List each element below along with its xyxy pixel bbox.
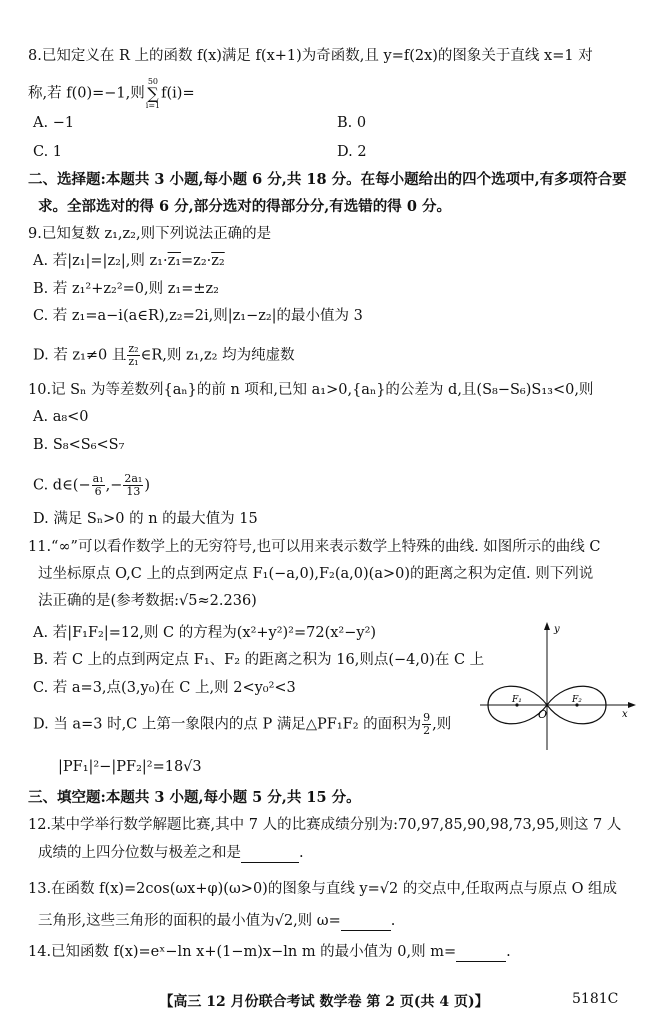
q13-answer-blank — [341, 912, 391, 931]
q9-d-text-1: D. 若 z₁≠0 且 — [33, 347, 127, 364]
q10-c-text-2: ,− — [105, 477, 123, 494]
q12-stem-line2: 成绩的上四分位数与极差之和是 . — [38, 845, 304, 861]
q13-stem-line1: 13.在函数 f(x)=2cos(ωx+φ)(ω>0)的图象与直线 y=√2 的交点中,任取两点与原点 O 组成 — [28, 881, 618, 897]
exam-code: 5181C — [572, 991, 619, 1007]
q10-option-a: A. a₈<0 — [33, 409, 89, 425]
q11-stem-line3: 法正确的是(参考数据:√5≈2.236) — [38, 593, 257, 609]
q12-text: 成绩的上四分位数与极差之和是 — [38, 845, 241, 861]
q12-stem-line1: 12.某中学举行数学解题比赛,其中 7 人的比赛成绩分别为:70,97,85,90,98,73,95,则这 7 人 — [28, 817, 622, 833]
q11-option-d-line2: |PF₁|²−|PF₂|²=18√3 — [58, 759, 202, 775]
q13-text: 三角形,这些三角形的面积的最小值为√2,则 ω= — [38, 913, 341, 929]
page-footer: 【高三 12 月份联合考试 数学卷 第 2 页(共 4 页)】 — [159, 994, 489, 1010]
q10-c-text-3: ) — [144, 477, 150, 494]
q9-d-text-2: ∈R,则 z₁,z₂ 均为纯虚数 — [140, 347, 295, 364]
q11-d-text-1: D. 当 a=3 时,C 上第一象限内的点 P 满足△PF₁F₂ 的面积为 — [33, 716, 422, 733]
q8-option-c: C. 1 — [33, 144, 63, 160]
q8-option-a: A. −1 — [33, 115, 75, 131]
q11-option-b: B. 若 C 上的点到两定点 F₁、F₂ 的距离之积为 16,则点(−4,0)在 C 上 — [33, 652, 485, 668]
q10-c-num-1: a₁ — [92, 472, 104, 485]
f1-label: F₁ — [512, 695, 522, 705]
q10-stem: 10.记 Sₙ 为等差数列{aₙ}的前 n 项和,已知 a₁>0,{aₙ}的公差为 d,且(S₈−S₆)S₁₃<0,则 — [28, 382, 594, 398]
q11-stem-line2: 过坐标原点 O,C 上的点到两定点 F₁(−a,0),F₂(a,0)(a>0)的距离之积为定值. 则下列说 — [38, 566, 594, 582]
q10-c-den-2: 13 — [126, 485, 141, 498]
lemniscate-figure — [480, 620, 638, 752]
y-axis-arrow — [544, 622, 550, 630]
q9-a-text-2: =z₂· — [181, 253, 212, 269]
q10-c-num-2: 2a₁ — [124, 472, 143, 485]
q10-c-fraction-1 — [92, 473, 105, 498]
q8-stem-text-a: 称,若 f(0)=−1,则 — [28, 85, 145, 102]
q9-a-text-1: A. 若|z₁|=|z₂|,则 z₁· — [33, 253, 168, 269]
q9-option-c: C. 若 z₁=a−i(a∈R),z₂=2i,则|z₁−z₂|的最小值为 3 — [33, 308, 363, 324]
section2-header-line2: 求。全部选对的得 6 分,部分选对的得部分分,有选错的得 0 分。 — [38, 198, 451, 215]
q9-d-denominator: z₁ — [128, 355, 139, 368]
y-axis-label: y — [554, 624, 560, 635]
q10-option-b: B. S₈<S₆<S₇ — [33, 437, 125, 453]
q10-c-text-1: C. d∈(− — [33, 477, 91, 494]
q9-d-numerator: z₂ — [128, 342, 139, 355]
q11-d-denominator: 2 — [423, 724, 431, 737]
q11-option-c: C. 若 a=3,点(3,y₀)在 C 上,则 2<y₀²<3 — [33, 680, 296, 696]
q10-c-fraction-2 — [123, 473, 143, 498]
q10-c-den-1: 6 — [94, 485, 102, 498]
q9-stem: 9.已知复数 z₁,z₂,则下列说法正确的是 — [28, 226, 272, 242]
summation-symbol: 50 ∑ i=1 — [145, 77, 161, 110]
section2-header-line1: 二、选择题:本题共 3 小题,每小题 6 分,共 18 分。在每小题给出的四个选项中,有多项符合要 — [28, 171, 627, 188]
q11-option-a: A. 若|F₁F₂|=12,则 C 的方程为(x²+y²)²=72(x²−y²) — [33, 625, 377, 641]
origin-label: O — [538, 708, 548, 721]
q11-d-numerator: 9 — [423, 711, 431, 724]
q14-answer-blank — [456, 943, 506, 962]
x-axis-label: x — [622, 709, 628, 720]
section3-header: 三、填空题:本题共 3 小题,每小题 5 分,共 15 分。 — [28, 789, 361, 806]
sum-upper: 50 — [147, 77, 159, 86]
x-axis-arrow — [628, 702, 636, 708]
q11-stem-line1: 11.“∞”可以看作数学上的无穷符号,也可以用来表示数学上特殊的曲线. 如图所示的曲线 C — [28, 539, 601, 555]
sum-lower: i=1 — [145, 101, 161, 110]
q13-stem-line2: 三角形,这些三角形的面积的最小值为√2,则 ω= . — [38, 913, 396, 929]
q14-stem: 14.已知函数 f(x)=eˣ−ln x+(1−m)x−ln m 的最小值为 0,则 m= . — [28, 944, 511, 960]
f2-label: F₂ — [572, 695, 582, 705]
q8-option-b: B. 0 — [337, 115, 367, 131]
q8-stem-line2 — [28, 77, 195, 110]
q9-option-b: B. 若 z₁²+z₂²=0,则 z₁=±z₂ — [33, 281, 219, 297]
q11-option-d — [33, 712, 451, 737]
q11-d-text-2: ,则 — [432, 716, 452, 733]
q9-option-d — [33, 343, 295, 368]
q12-answer-blank — [241, 844, 299, 863]
q9-a-conj-2: z₂ — [211, 253, 225, 269]
q11-d-fraction — [422, 712, 431, 737]
q8-stem-text-b: f(i)= — [161, 85, 195, 102]
q14-text: 14.已知函数 f(x)=eˣ−ln x+(1−m)x−ln m 的最小值为 0,则 m= — [28, 944, 457, 960]
q8-option-d: D. 2 — [337, 144, 367, 160]
q9-a-conj-1: z₁ — [167, 253, 182, 269]
q8-stem-line1: 8.已知定义在 R 上的函数 f(x)满足 f(x+1)为奇函数,且 y=f(2x)的图象关于直线 x=1 对 — [28, 48, 593, 64]
q10-option-d: D. 满足 Sₙ>0 的 n 的最大值为 15 — [33, 511, 258, 527]
q9-option-a — [33, 252, 225, 270]
q9-d-fraction — [127, 343, 139, 368]
q10-option-c — [33, 473, 150, 498]
